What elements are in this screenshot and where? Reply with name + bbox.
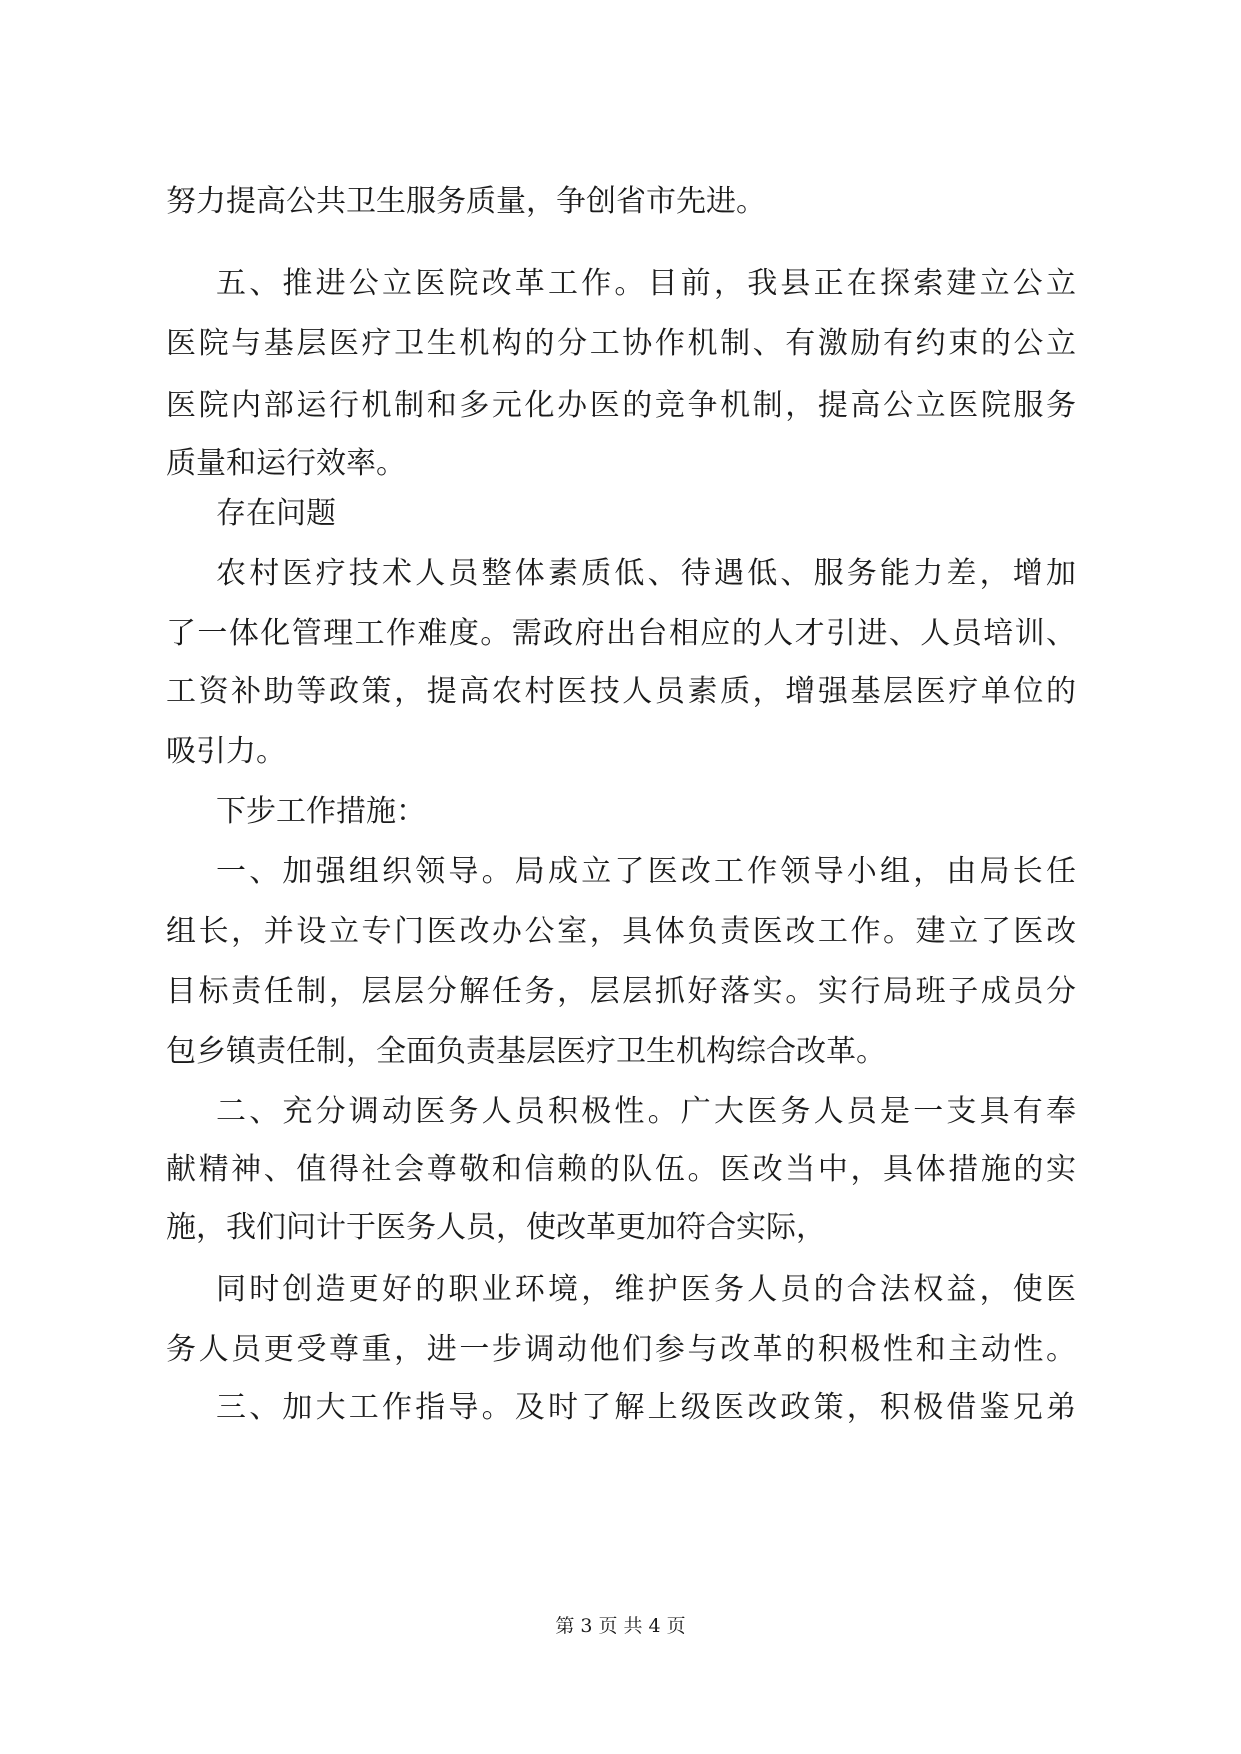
text-line: 了一体化管理工作难度。需政府出台相应的人才引进、人员培训、 bbox=[166, 616, 1076, 651]
text-line: 医院与基层医疗卫生机构的分工协作机制、有激励有约束的公立 bbox=[166, 326, 1076, 361]
text-line: 农村医疗技术人员整体素质低、待遇低、服务能力差，增加 bbox=[216, 556, 1076, 591]
text-line: 一、加强组织领导。局成立了医改工作领导小组，由局长任 bbox=[216, 854, 1076, 889]
text-line: 务人员更受尊重，进一步调动他们参与改革的积极性和主动性。 bbox=[166, 1332, 1076, 1367]
section-heading: 存在问题 bbox=[216, 496, 336, 531]
text-line: 三、加大工作指导。及时了解上级医改政策，积极借鉴兄弟 bbox=[216, 1390, 1076, 1425]
text-line: 目标责任制，层层分解任务，层层抓好落实。实行局班子成员分 bbox=[166, 974, 1076, 1009]
text-line: 献精神、值得社会尊敬和信赖的队伍。医改当中，具体措施的实 bbox=[166, 1152, 1076, 1187]
text-line: 二、充分调动医务人员积极性。广大医务人员是一支具有奉 bbox=[216, 1094, 1076, 1129]
text-line: 努力提高公共卫生服务质量，争创省市先进。 bbox=[166, 184, 766, 219]
text-line: 组长，并设立专门医改办公室，具体负责医改工作。建立了医改 bbox=[166, 914, 1076, 949]
text-line: 吸引力。 bbox=[166, 734, 286, 769]
text-line: 五、推进公立医院改革工作。目前，我县正在探索建立公立 bbox=[216, 266, 1076, 301]
text-line: 施，我们问计于医务人员，使改革更加符合实际， bbox=[166, 1210, 826, 1245]
text-line: 医院内部运行机制和多元化办医的竞争机制，提高公立医院服务 bbox=[166, 388, 1076, 423]
text-line: 包乡镇责任制，全面负责基层医疗卫生机构综合改革。 bbox=[166, 1034, 886, 1069]
text-line: 质量和运行效率。 bbox=[166, 446, 406, 481]
page-number-footer: 第 3 页 共 4 页 bbox=[555, 1615, 686, 1637]
text-line: 同时创造更好的职业环境，维护医务人员的合法权益，使医 bbox=[216, 1272, 1076, 1307]
text-line: 工资补助等政策，提高农村医技人员素质，增强基层医疗单位的 bbox=[166, 674, 1076, 709]
section-heading: 下步工作措施： bbox=[216, 794, 426, 829]
